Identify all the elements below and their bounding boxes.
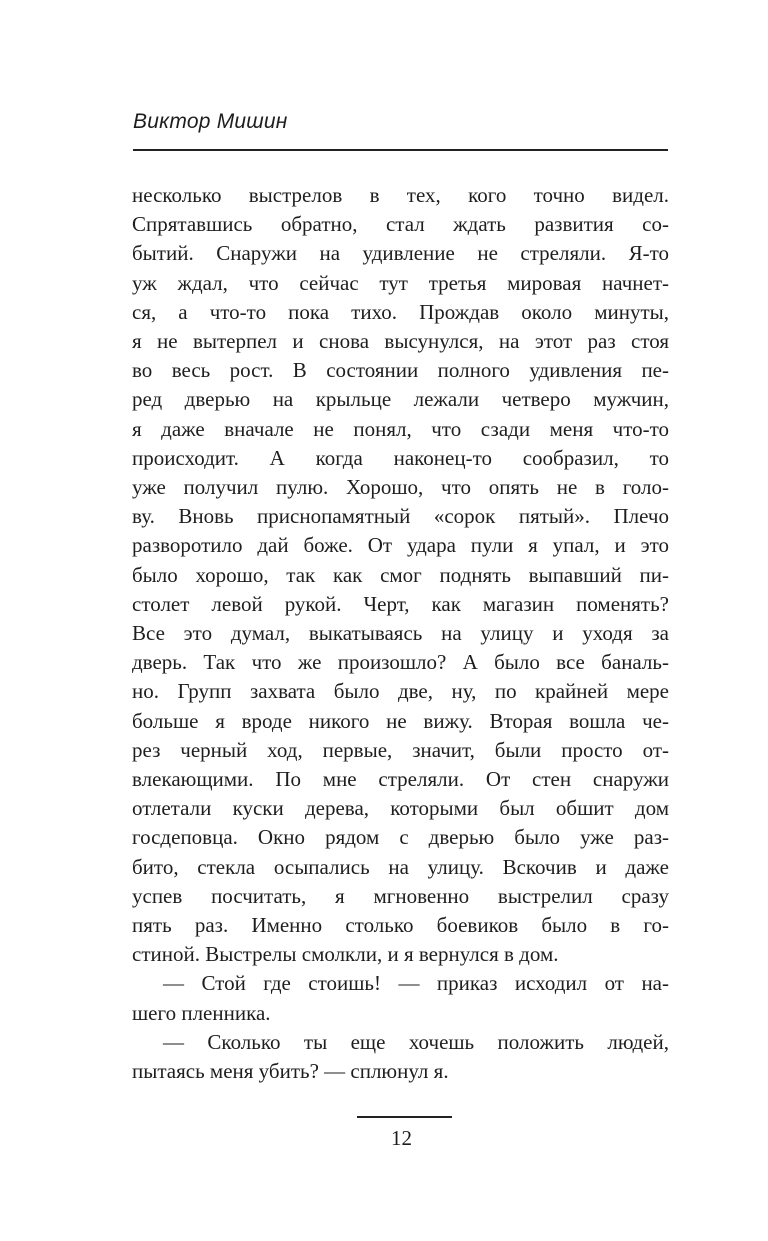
text-line: дверь. Так что же произошло? А было все баналь-: [132, 650, 669, 675]
footer-rule: [357, 1116, 452, 1118]
text-line: пытаясь меня убить? — сплюнул я.: [132, 1059, 449, 1084]
text-line: госдеповца. Окно рядом с дверью было уже раз-: [132, 825, 669, 850]
header-rule: [133, 149, 668, 151]
text-line: ву. Вновь приснопамятный «сорок пятый». Плечо: [132, 504, 669, 529]
running-header-author: Виктор Мишин: [133, 110, 288, 133]
text-line: Все это думал, выкатываясь на улицу и уходя за: [132, 621, 669, 646]
text-line: уж ждал, что сейчас тут третья мировая начнет-: [132, 270, 669, 295]
text-line: уже получил пулю. Хорошо, что опять не в голо-: [132, 475, 669, 500]
text-line: — Стой где стоишь! — приказ исходил от на-: [163, 971, 669, 996]
text-line: бито, стекла осыпались на улицу. Вскочив и даже: [132, 854, 669, 879]
text-line: но. Групп захвата было две, ну, по крайней мере: [132, 679, 669, 704]
text-line: происходит. А когда наконец-то сообразил, то: [132, 445, 669, 470]
text-line: успев посчитать, я мгновенно выстрелил сразу: [132, 883, 669, 908]
page-number: 12: [391, 1126, 412, 1150]
text-line: ся, а что-то пока тихо. Прождав около минуты,: [132, 299, 669, 324]
text-line: Спрятавшись обратно, стал ждать развития со-: [132, 212, 669, 237]
text-line: отлетали куски дерева, которыми был обшит дом: [132, 796, 669, 821]
text-line: я даже вначале не понял, что сзади меня что-то: [132, 416, 669, 441]
text-line: бытий. Снаружи на удивление не стреляли. Я-то: [132, 241, 669, 266]
text-line: было хорошо, так как смог поднять выпавший пи-: [132, 562, 669, 587]
text-line: пять раз. Именно столько боевиков было в го-: [132, 913, 669, 938]
text-line: несколько выстрелов в тех, кого точно видел.: [132, 183, 669, 207]
text-line: ред дверью на крыльце лежали четверо мужчин,: [132, 387, 669, 412]
text-line: — Сколько ты еще хочешь положить людей,: [163, 1029, 669, 1054]
text-line: я не вытерпел и снова высунулся, на этот раз стоя: [132, 329, 669, 354]
text-line: стиной. Выстрелы смолкли, и я вернулся в дом.: [132, 942, 559, 967]
text-line: шего пленника.: [132, 1000, 271, 1025]
body-text: [132, 181, 669, 1086]
text-line: разворотило дай боже. От удара пули я упал, и это: [132, 533, 669, 558]
text-line: во весь рост. В состоянии полного удивления пе-: [132, 358, 669, 383]
text-line: влекающими. По мне стреляли. От стен снаружи: [132, 767, 669, 792]
text-line: рез черный ход, первые, значит, были просто от-: [132, 737, 669, 762]
text-line: столет левой рукой. Черт, как магазин поменять?: [132, 591, 669, 616]
text-line: больше я вроде никого не вижу. Вторая вошла че-: [132, 708, 669, 733]
